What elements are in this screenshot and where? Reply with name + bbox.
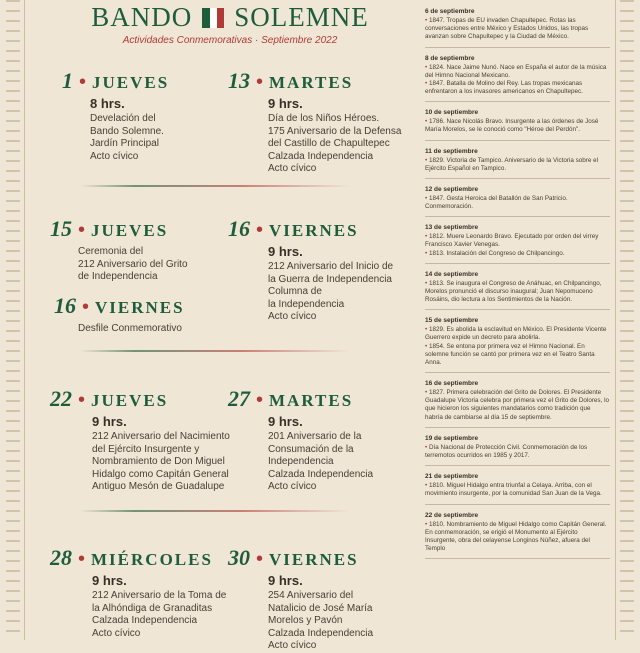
efemeride-entry xyxy=(425,512,610,560)
event-description: Ceremonia del 212 Aniversario del Grito de Independencia xyxy=(78,246,188,282)
efemeride-entry xyxy=(425,186,610,217)
event-description: 212 Aniversario del Inicio de la Guerra de Independencia Columna de la Independencia Acto cívico xyxy=(268,261,394,322)
event-weekday: VIERNES xyxy=(269,221,359,240)
event-hour: 9 hrs. xyxy=(268,573,303,588)
bullet-dot: • xyxy=(78,219,86,241)
event-day-number: 13 xyxy=(228,68,250,93)
efemeride-entry xyxy=(425,55,610,103)
event-weekday: JUEVES xyxy=(92,73,170,92)
bullet-dot: • xyxy=(256,71,264,93)
bullet-dot: • xyxy=(79,71,87,93)
event-weekday: MARTES xyxy=(269,391,354,410)
page-title xyxy=(60,2,400,33)
event-day-1 xyxy=(62,68,232,163)
efemeride-date: 21 de septiembre xyxy=(425,473,479,481)
bullet-dot: • xyxy=(78,389,86,411)
bullet-dot: • xyxy=(78,548,86,570)
efemeride-entry xyxy=(425,317,610,373)
event-description: 201 Aniversario de la Consumación de la Independencia Calzada Independencia Acto cívico xyxy=(268,431,374,492)
efemeride-item: • 1827. Primera celebración del Grito de Dolores. El Presidente Guadalupe Victoria celebra por primera vez el Grito de Dolores, lo que hicieron los siguientes mandatarios como tradición que habría de cambiarse al día 15 de septiembre. xyxy=(425,389,610,422)
event-day-number: 22 xyxy=(50,386,72,411)
event-day-number: 27 xyxy=(228,386,250,411)
efemeride-date: 12 de septiembre xyxy=(425,185,479,193)
event-hour: 9 hrs. xyxy=(92,414,127,429)
event-day-number: 16 xyxy=(54,293,76,318)
event-day-16-morning xyxy=(228,216,413,324)
efemeride-item: • 1829. Victoria de Tampico. Aniversario de la Victoria sobre el Ejército Español en Tampico. xyxy=(425,157,610,173)
event-description: Día de los Niños Héroes. 175 Aniversario de la Defensa del Castillo de Chapultepec Calzada Independencia Acto cívico xyxy=(268,113,402,174)
event-day-number: 1 xyxy=(62,68,73,93)
efemeride-entry xyxy=(425,8,610,48)
event-day-number: 28 xyxy=(50,545,72,570)
efemeride-entry xyxy=(425,148,610,179)
efemeride-item: • Día Nacional de Protección Civil. Conmemoración de los terremotos ocurridos en 1985 y 2017. xyxy=(425,444,610,460)
event-weekday: MARTES xyxy=(269,73,354,92)
section-divider xyxy=(80,510,350,512)
event-description: 254 Aniversario del Natalicio de José María Morelos y Pavón Calzada Independencia Acto cívico xyxy=(268,590,374,651)
efemeride-item: • 1847. Batalla de Molino del Rey. Las tropas mexicanas enfrentaron a los invasores americanos en Chapultepec. xyxy=(425,80,610,96)
bullet-dot: • xyxy=(256,219,264,241)
bullet-dot: • xyxy=(256,389,264,411)
left-border-ornament xyxy=(6,0,20,640)
title-left: BANDO xyxy=(91,2,193,32)
event-description: Develación del Bando Solemne. Jardín Principal Acto cívico xyxy=(90,113,164,162)
efemeride-item: • 1854. Se entona por primera vez el Himno Nacional. En solemne función se cantó por primera vez en el Teatro Santa Anna. xyxy=(425,343,610,368)
event-hour: 9 hrs. xyxy=(268,244,303,259)
page-header xyxy=(60,2,400,46)
event-hour: 9 hrs. xyxy=(268,96,303,111)
event-weekday: JUEVES xyxy=(91,221,169,240)
event-day-30 xyxy=(228,545,413,653)
event-description: 212 Aniversario del Nacimiento del Ejército Insurgente y Nombramiento de Don Miguel Hidalgo como Capitán General Antiguo Mesón de Guadalupe xyxy=(92,431,230,492)
event-weekday: JUEVES xyxy=(91,391,169,410)
efemeride-entry xyxy=(425,473,610,504)
efemeride-item: • 1810. Nombramiento de Miguel Hidalgo como Capitán General. En conmemoración, se erigió el Monumento al Ejército Insurgente, obra del celayense Longinos Núñez, afuera del Templo xyxy=(425,521,610,554)
efemeride-item: • 1847. Gesta Heroica del Batallón de San Patricio. Conmemoración. xyxy=(425,195,610,211)
efemeride-item: • 1829. Es abolida la esclavitud en México. El Presidente Vicente Guerrero expide un decreto para abolirla. xyxy=(425,326,610,342)
efemeride-date: 19 de septiembre xyxy=(425,434,479,442)
efemeride-entry xyxy=(425,380,610,428)
efemeride-date: 16 de septiembre xyxy=(425,380,479,388)
page-subtitle: Actividades Conmemorativas · Septiembre 2022 xyxy=(122,35,338,46)
event-hour: 8 hrs. xyxy=(90,96,125,111)
efemeride-date: 13 de septiembre xyxy=(425,224,479,232)
efemeride-item: • 1810. Miguel Hidalgo entra triunfal a Celaya. Arriba, con el movimiento insurgente, por la comunidad San Juan de la Vega. xyxy=(425,482,610,498)
efemeride-entry xyxy=(425,224,610,264)
event-day-15 xyxy=(50,216,230,284)
efemeride-date: 10 de septiembre xyxy=(425,109,479,117)
efemeride-item: • 1813. Instalación del Congreso de Chilpancingo. xyxy=(425,250,610,258)
event-weekday: VIERNES xyxy=(95,298,185,317)
efemeride-item: • 1813. Se inaugura el Congreso de Anáhuac, en Chilpancingo, Morelos pronunció el discurso inaugural; Juan Nepomuceno Rosáins, dio lectura a los Sentimientos de la Nación. xyxy=(425,280,610,305)
efemeride-date: 11 de septiembre xyxy=(425,147,478,155)
efemeride-date: 8 de septiembre xyxy=(425,54,475,62)
event-weekday: VIERNES xyxy=(269,550,359,569)
event-day-27 xyxy=(228,386,413,494)
event-day-13 xyxy=(228,68,408,176)
event-day-number: 15 xyxy=(50,216,72,241)
efemeride-entry xyxy=(425,271,610,311)
mexican-flag-icon xyxy=(202,8,224,28)
event-day-16-parade xyxy=(54,293,234,336)
title-right: SOLEMNE xyxy=(234,2,369,32)
efemeride-date: 6 de septiembre xyxy=(425,8,475,15)
efemeride-item: • 1847. Tropas de EU invaden Chapultepec. Rotas las conversaciones entre México y Estados Unidos, las tropas avanzan sobre Chapultepec y la Ciudad de México. xyxy=(425,17,610,42)
efemeride-date: 22 de septiembre xyxy=(425,511,479,519)
efemerides-column xyxy=(425,8,610,640)
section-divider xyxy=(80,185,350,187)
section-divider xyxy=(80,350,350,352)
efemeride-item: • 1812. Muere Leonardo Bravo. Ejecutado por orden del virrey Francisco Xavier Venegas. xyxy=(425,233,610,249)
event-day-22 xyxy=(50,386,240,494)
bullet-dot: • xyxy=(256,548,264,570)
efemeride-entry xyxy=(425,435,610,466)
event-day-28 xyxy=(50,545,235,640)
efemeride-date: 15 de septiembre xyxy=(425,317,479,325)
event-day-number: 16 xyxy=(228,216,250,241)
event-hour: 9 hrs. xyxy=(268,414,303,429)
event-weekday: MIÉRCOLES xyxy=(91,550,213,569)
bullet-dot: • xyxy=(82,296,90,318)
efemeride-item: • 1786. Nace Nicolás Bravo. Insurgente a las órdenes de José María Morelos, se le conoció como "Héroe del Perdón". xyxy=(425,118,610,134)
efemeride-entry xyxy=(425,109,610,140)
efemeride-item: • 1824. Nace Jaime Nunó. Nace en España el autor de la música del Himno Nacional Mexicano. xyxy=(425,64,610,80)
event-description: Desfile Conmemorativo xyxy=(78,323,182,334)
efemeride-date: 14 de septiembre xyxy=(425,270,479,278)
event-day-number: 30 xyxy=(228,545,250,570)
right-border-ornament xyxy=(620,0,634,640)
event-description: 212 Aniversario de la Toma de la Alhóndiga de Granaditas Calzada Independencia Acto cívico xyxy=(92,590,227,639)
event-hour: 9 hrs. xyxy=(92,573,127,588)
